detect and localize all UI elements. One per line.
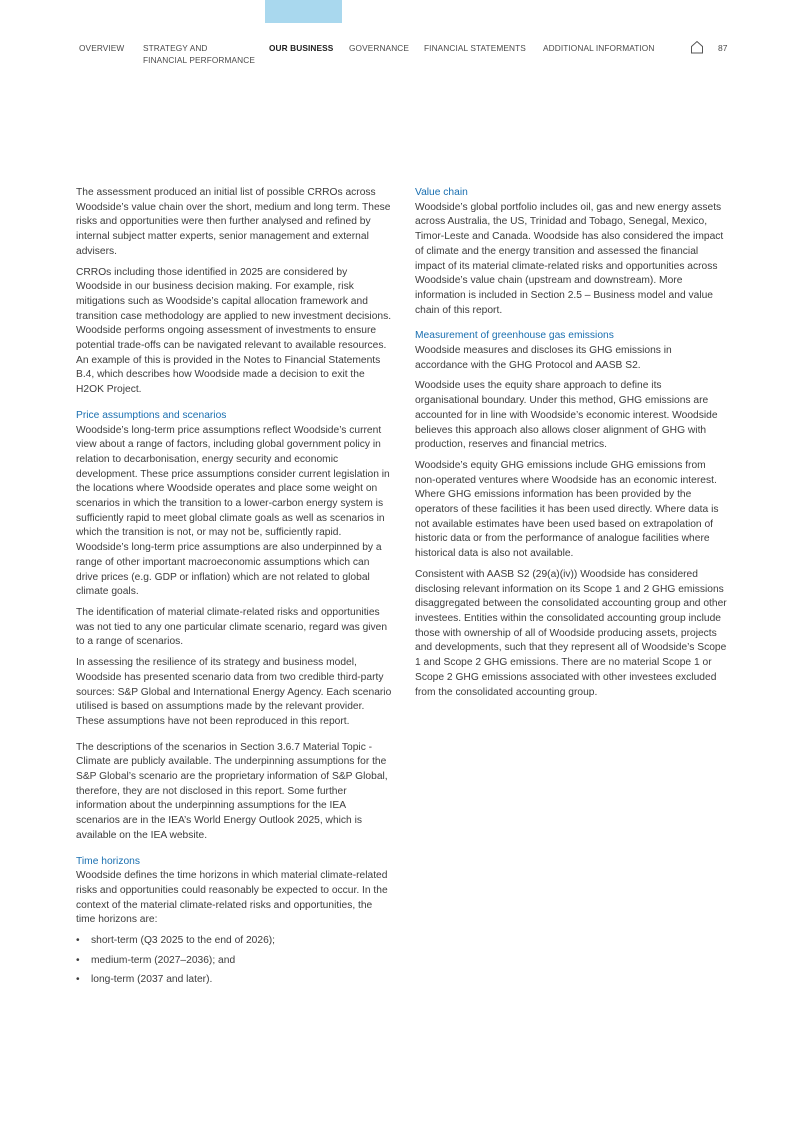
nav-additional-information[interactable]: ADDITIONAL INFORMATION: [543, 43, 655, 53]
left-column: [76, 186, 392, 993]
nav-governance[interactable]: GOVERNANCE: [349, 43, 410, 53]
list-item: • medium-term (2027–2036); and: [76, 954, 392, 969]
heading-price-assumptions: Price assumptions and scenarios: [76, 409, 227, 421]
paragraph: CRROs including those identified in 2025 are considered by Woodside in our business decision making. For example, risk mitigations such as Woodside’s capital allocation framework and transition case methodology are applied to new investment decisions. Woodside performs ongoing assessment of investments to ensure potential trade-offs can be navigated relevant to available resources. An example of this is provided in the Notes to Financial Statements B.4, which describes how Woodside made a decision to exit the H2OK Project.: [76, 266, 392, 396]
nav-strategy[interactable]: [143, 43, 255, 66]
nav-overview[interactable]: OVERVIEW: [79, 43, 125, 53]
paragraph: Woodside defines the time horizons in which material climate-related risks and opportunities could reasonably be expected to occur. In the context of the material climate-related risks and opportunities, the time horizons are:: [76, 870, 388, 926]
time-horizon-list: [76, 934, 392, 988]
paragraph: In assessing the resilience of its strategy and business model, Woodside has presented scenario data from two credible third-party sources: S&P Global and International Energy Agency. Each scenario utilised is based on assumptions made by the relevant provider. These assumptions have not been reproduced in this report.: [76, 657, 392, 727]
right-column: [415, 186, 727, 706]
paragraph: Woodside uses the equity share approach to define its organisational boundary. Under this method, GHG emissions are accounted for in line with Woodside’s economic interest. Woodside believes this approach also allows closer alignment of GHG with production, reserves and financial metrics.: [415, 380, 718, 451]
heading-time-horizons: Time horizons: [76, 855, 140, 867]
active-section-marker: [265, 0, 342, 23]
paragraph: The descriptions of the scenarios in Section 3.6.7 Material Topic - Climate are publicly available. The underpinning assumptions for the S&P Global’s scenario are the proprietary information of S&P Global, therefore, they are not disclosed in this report. Some further information about the underpinning assumptions for the IEA scenarios are in the IEA’s World Energy Outlook 2025, which is available on the IEA website.: [76, 741, 388, 841]
list-item: • short-term (Q3 2025 to the end of 2026);: [76, 934, 392, 949]
nav-strategy-line2: FINANCIAL PERFORMANCE: [143, 54, 255, 65]
heading-value-chain: Value chain: [415, 187, 468, 198]
paragraph: Woodside measures and discloses its GHG emissions in accordance with the GHG Protocol and AASB S2.: [415, 345, 672, 371]
paragraph: The assessment produced an initial list of possible CRROs across Woodside’s value chain over the short, medium and long term. These risks and opportunities were then further analysed and refined by internal subject matter experts, senior management and external advisers.: [76, 187, 391, 257]
nav-financial-statements[interactable]: FINANCIAL STATEMENTS: [424, 43, 526, 53]
page-number: 87: [718, 43, 728, 53]
heading-ghg-measurement: Measurement of greenhouse gas emissions: [415, 330, 614, 342]
paragraph: The identification of material climate-related risks and opportunities was not tied to any one particular climate scenario, regard was given to a range of scenarios.: [76, 606, 388, 648]
nav-our-business[interactable]: OUR BUSINESS: [269, 43, 334, 53]
paragraph: Woodside’s equity GHG emissions include GHG emissions from non-operated ventures where Woodside has an economic interest. Where GHG emissions information has been provided by the operators of these facilities it has been used directly. Where data is not available estimates have been used based on extrapolation of historic data or from the performance of analogue facilities where historical data is also not available.: [415, 459, 719, 560]
paragraph: Consistent with AASB S2 (29(a)(iv)) Woodside has considered disclosing relevant information on its Scope 1 and 2 GHG emissions disaggregated between the consolidated accounting group and other investees. Entities within the consolidated accounting group include those with ownership of all of Woodside producing assets, projects and developments, such that they represent all of Woodside’s Scope 1 and Scope 2 GHG emissions. There are no material Scope 1 or Scope 2 GHG emissions associated with other investees excluded from the consolidated accounting group.: [415, 568, 727, 698]
nav-strategy-line1: STRATEGY AND: [143, 43, 208, 53]
list-item: • long-term (2037 and later).: [76, 973, 392, 988]
paragraph: Woodside’s long-term price assumptions reflect Woodside’s current view about a range of factors, including global government policy in relation to decarbonisation, energy security and economic development. These price assumptions consider current legislation in the locations where Woodside operates and place some weight on scenarios in which the transition to a lower-carbon energy system is sufficiently rapid to meet global climate goals as well as scenarios in which the transition is not, or may not be, sufficiently rapid. Woodside’s long-term price assumptions are also underpinned by a range of other important macroeconomic assumptions which can drive prices (e.g. GDP or inflation) which are not related to global climate goals.: [76, 424, 390, 598]
top-navigation: [0, 43, 793, 73]
home-icon[interactable]: [690, 40, 704, 54]
paragraph: Woodside’s global portfolio includes oil, gas and new energy assets across Australia, the US, Trinidad and Tobago, Senegal, Mexico, Timor-Leste and Canada. Woodside has also considered the impact of climate and the energy transition and assessed the financial impact of its material climate-related risks and opportunities across Woodside’s value chain (upstream and downstream). More information is included in Section 2.5 – Business model and value chain of this report.: [415, 201, 724, 316]
